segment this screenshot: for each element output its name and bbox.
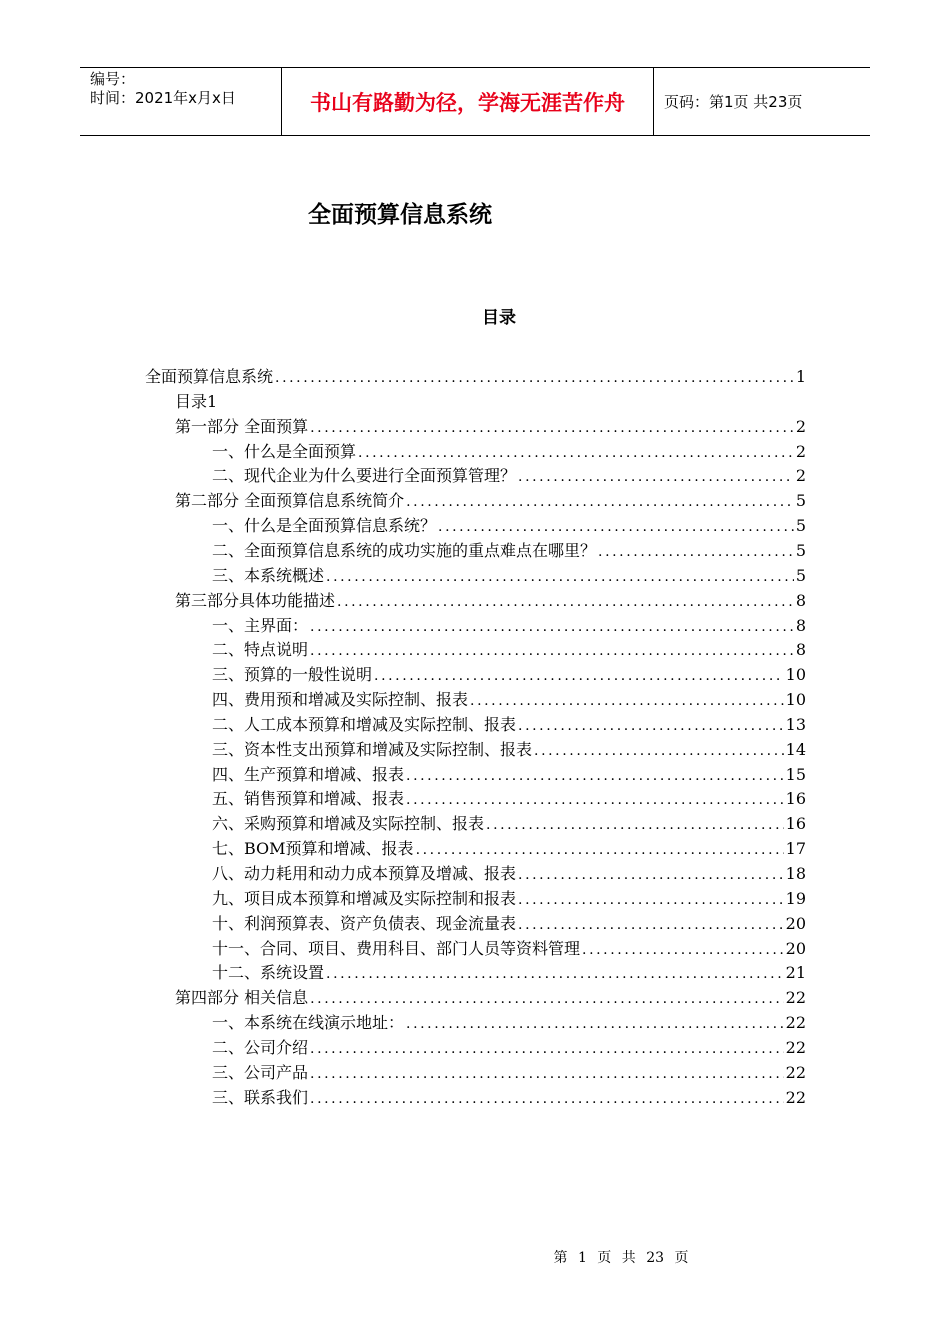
toc-entry-title: 全面预算信息系统 bbox=[145, 367, 274, 386]
toc-entry[interactable] bbox=[175, 488, 806, 513]
toc-leader-dots bbox=[310, 416, 794, 441]
toc-leader-dots bbox=[310, 1037, 784, 1062]
toc-entry-page: 20 bbox=[785, 913, 806, 933]
toc-leader-dots bbox=[337, 590, 794, 615]
toc-entry[interactable] bbox=[212, 861, 806, 886]
toc-entry-title: 一、什么是全面预算 bbox=[212, 441, 357, 461]
toc-entry-title: 目录1 bbox=[175, 391, 218, 411]
toc-entry-page: 8 bbox=[795, 615, 806, 635]
document-number-label: 编号： bbox=[90, 70, 136, 88]
toc-entry[interactable] bbox=[212, 1010, 806, 1035]
toc-entry-page: 5 bbox=[795, 516, 806, 536]
toc-leader-dots bbox=[406, 490, 794, 515]
toc-entry-title: 第三部分具体功能描述 bbox=[175, 590, 336, 610]
toc-entry-title: 十一、合同、项目、费用科目、部门人员等资料管理 bbox=[212, 938, 581, 958]
toc-entry-title: 三、资本性支出预算和增减及实际控制、报表 bbox=[212, 739, 533, 759]
toc-entry-page: 20 bbox=[785, 938, 806, 958]
document-title: 全面预算信息系统 bbox=[308, 202, 492, 228]
toc-entry[interactable] bbox=[212, 439, 806, 464]
toc-entry-title: 五、销售预算和增减、报表 bbox=[212, 789, 405, 809]
toc-entry-title: 二、人工成本预算和增减及实际控制、报表 bbox=[212, 714, 517, 734]
toc-entry-page: 19 bbox=[785, 888, 806, 908]
toc-entry-title: 七、BOM预算和增减、报表 bbox=[212, 839, 414, 859]
document-time: 时间：2021年x月x日 bbox=[90, 89, 236, 107]
toc-entry-page: 16 bbox=[785, 814, 806, 834]
toc-leader-dots bbox=[406, 788, 784, 813]
toc-entry-page: 22 bbox=[785, 1087, 806, 1107]
toc-entry-title: 三、联系我们 bbox=[212, 1087, 309, 1107]
toc-leader-dots bbox=[582, 938, 784, 963]
toc-leader-dots bbox=[310, 615, 794, 640]
toc-leader-dots bbox=[534, 739, 784, 764]
toc-entry[interactable] bbox=[212, 886, 806, 911]
toc-entry-page: 22 bbox=[785, 988, 806, 1008]
page-footer: 第 1 页 共 23 页 bbox=[553, 1250, 689, 1266]
toc-entry[interactable] bbox=[212, 737, 806, 762]
toc-entry-page: 13 bbox=[785, 714, 806, 734]
toc-entry-page: 10 bbox=[785, 690, 806, 710]
toc-entry-title: 十二、系统设置 bbox=[212, 963, 325, 983]
toc-entry[interactable] bbox=[212, 936, 806, 961]
toc-entry[interactable] bbox=[175, 414, 806, 439]
toc-entry[interactable] bbox=[212, 762, 806, 787]
toc-entry-title: 三、本系统概述 bbox=[212, 565, 325, 585]
toc-entry-title: 二、公司介绍 bbox=[212, 1037, 309, 1057]
toc-entry-page: 15 bbox=[785, 764, 806, 784]
toc-leader-dots bbox=[598, 540, 794, 565]
toc-entry-title: 第一部分 全面预算 bbox=[175, 416, 309, 436]
toc-entry[interactable] bbox=[212, 538, 806, 563]
toc-entry[interactable] bbox=[175, 588, 806, 613]
toc-entry-title: 八、动力耗用和动力成本预算及增减、报表 bbox=[212, 864, 517, 883]
toc-entry[interactable] bbox=[175, 389, 217, 414]
toc-entry[interactable] bbox=[212, 637, 806, 662]
toc-entry-page: 8 bbox=[795, 590, 806, 610]
toc-entry-page: 22 bbox=[785, 1062, 806, 1082]
toc-entry-page: 8 bbox=[795, 640, 806, 660]
toc-leader-dots bbox=[518, 465, 794, 490]
toc-entry-page: 16 bbox=[785, 789, 806, 809]
toc-leader-dots bbox=[518, 863, 784, 888]
toc-entry-title: 四、生产预算和增减、报表 bbox=[212, 764, 405, 784]
toc-leader-dots bbox=[326, 962, 784, 987]
toc-entry-title: 第二部分 全面预算信息系统简介 bbox=[175, 491, 405, 511]
toc-entry[interactable] bbox=[212, 1060, 806, 1085]
toc-leader-dots bbox=[358, 441, 794, 466]
header-page-info: 页码：第1页 共23页 bbox=[664, 93, 803, 111]
toc-leader-dots bbox=[438, 515, 794, 540]
toc-entry-page: 22 bbox=[785, 1037, 806, 1057]
toc-entry-title: 第四部分 相关信息 bbox=[175, 988, 309, 1008]
toc-entry-page: 18 bbox=[785, 864, 806, 883]
toc-leader-dots bbox=[518, 913, 784, 938]
toc-entry[interactable] bbox=[212, 836, 806, 861]
toc-entry-page: 14 bbox=[785, 739, 806, 759]
toc-entry[interactable] bbox=[212, 613, 806, 638]
toc-entry[interactable] bbox=[212, 811, 806, 836]
toc-entry-title: 六、采购预算和增减及实际控制、报表 bbox=[212, 814, 485, 834]
toc-entry-title: 一、主界面： bbox=[212, 615, 309, 635]
toc-entry-title: 二、全面预算信息系统的成功实施的重点难点在哪里？ bbox=[212, 540, 597, 560]
toc-entry-page: 5 bbox=[795, 565, 806, 585]
toc-entry-page: 10 bbox=[785, 665, 806, 685]
toc-leader-dots bbox=[310, 1062, 784, 1087]
toc-entry-title: 三、预算的一般性说明 bbox=[212, 665, 373, 685]
toc-leader-dots bbox=[406, 764, 784, 789]
page-header bbox=[80, 67, 870, 136]
header-motto: 书山有路勤为径，学海无涯苦作舟 bbox=[282, 68, 654, 135]
toc-entry-page: 1 bbox=[795, 367, 806, 386]
toc-entry-page: 2 bbox=[795, 466, 806, 486]
toc-entry-page: 2 bbox=[795, 416, 806, 436]
toc-leader-dots bbox=[374, 664, 784, 689]
toc-leader-dots bbox=[310, 987, 784, 1012]
toc-entry[interactable] bbox=[212, 563, 806, 588]
toc-leader-dots bbox=[470, 689, 784, 714]
toc-entry-title: 二、特点说明 bbox=[212, 640, 309, 660]
toc-entry-page: 22 bbox=[785, 1013, 806, 1033]
toc-entry-page: 5 bbox=[795, 491, 806, 511]
toc-entry-page: 17 bbox=[785, 839, 806, 859]
toc-entry[interactable] bbox=[212, 513, 806, 538]
toc-entry-page: 21 bbox=[785, 963, 806, 983]
header-meta bbox=[80, 68, 282, 135]
toc-leader-dots bbox=[518, 714, 784, 739]
toc-entry[interactable] bbox=[212, 712, 806, 737]
toc-entry[interactable] bbox=[175, 985, 806, 1010]
toc-heading: 目录 bbox=[482, 308, 516, 328]
toc-entry[interactable] bbox=[212, 960, 806, 985]
toc-entry-title: 十、利润预算表、资产负债表、现金流量表 bbox=[212, 913, 517, 933]
toc-leader-dots bbox=[310, 1087, 784, 1112]
toc-entry[interactable] bbox=[212, 786, 806, 811]
toc-entry-title: 一、什么是全面预算信息系统？ bbox=[212, 516, 437, 536]
toc-leader-dots bbox=[518, 888, 784, 913]
toc-entry[interactable] bbox=[145, 364, 806, 389]
toc-leader-dots bbox=[416, 838, 784, 863]
toc-entry-title: 九、项目成本预算和增减及实际控制和报表 bbox=[212, 888, 517, 908]
toc-leader-dots bbox=[326, 565, 794, 590]
toc-entry-page: 2 bbox=[795, 441, 806, 461]
toc-leader-dots bbox=[486, 813, 784, 838]
toc-entry-title: 四、费用预和增减及实际控制、报表 bbox=[212, 690, 469, 710]
toc-entry-title: 二、现代企业为什么要进行全面预算管理？ bbox=[212, 466, 517, 486]
toc-entry[interactable] bbox=[212, 1085, 806, 1110]
toc-entry[interactable] bbox=[212, 687, 806, 712]
toc-leader-dots bbox=[275, 366, 794, 391]
toc-entry-title: 一、本系统在线演示地址： bbox=[212, 1013, 405, 1033]
toc-leader-dots bbox=[310, 639, 794, 664]
toc-entry[interactable] bbox=[212, 463, 806, 488]
toc-entry[interactable] bbox=[212, 911, 806, 936]
toc-entry-title: 三、公司产品 bbox=[212, 1062, 309, 1082]
toc-entry[interactable] bbox=[212, 1035, 806, 1060]
toc-leader-dots bbox=[406, 1012, 784, 1037]
toc-entry[interactable] bbox=[212, 662, 806, 687]
toc-entry-page: 5 bbox=[795, 540, 806, 560]
